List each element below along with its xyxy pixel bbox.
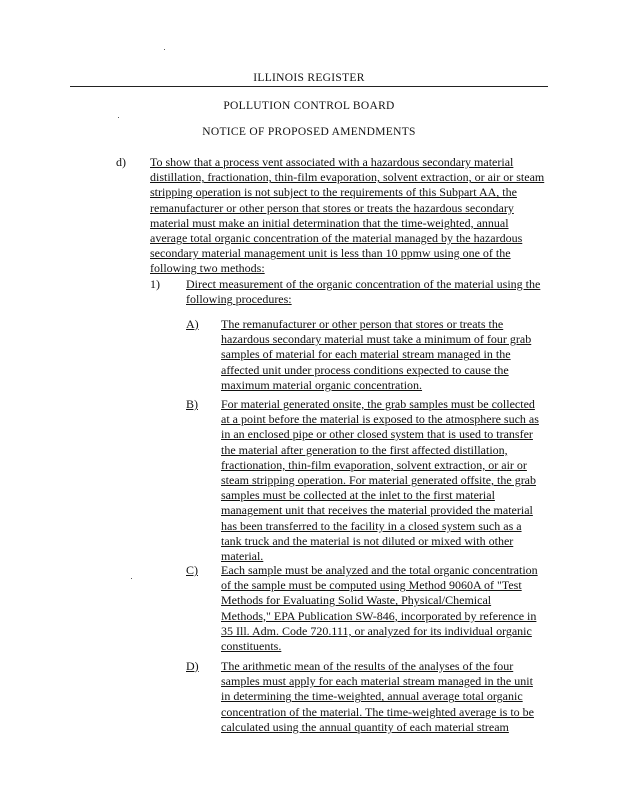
scan-speck: [118, 117, 119, 118]
item-b-text: For material generated onsite, the grab samples must be collected at a point before the material is exposed to the atmosphere such as in an enclosed pipe or other closed system that is used to transfer the material after generation to the first affected distillation, fractionation, thin-film evaporation, solvent extraction, or air or steam stripping operation. For material generated offsite, the grab samples must be collected at the inlet to the first material management unit that receives the material provided the material has been transferred to the facility in a closed system such as a tank truck and the material is not diluted or mixed with other material.: [221, 397, 539, 564]
register-title: ILLINOIS REGISTER: [253, 72, 365, 84]
item-a-text: The remanufacturer or other person that stores or treats the hazardous secondary material must take a minimum of four grab samples of material for each material stream managed in the affected unit under process conditions expected to cause the maximum material organic concentration.: [221, 317, 532, 392]
scan-speck: [164, 49, 165, 50]
item-1-text: Direct measurement of the organic concentration of the material using the following procedures:: [186, 277, 541, 307]
item-d-text: The arithmetic mean of the results of the analyses of the four samples must apply for each material stream managed in the unit in determining the time-weighted, annual average total organic concentration of the material. The time-weighted average is to be calculated using the annual quantity of each material stream: [221, 659, 534, 734]
notice-title: NOTICE OF PROPOSED AMENDMENTS: [202, 126, 416, 138]
item-c-text: Each sample must be analyzed and the total organic concentration of the sample must be computed using Method 9060A of "Test Methods for Evaluating Solid Waste, Physical/Chemical Methods," EPA Publication SW-846, incorporated by reference in 35 Ill. Adm. Code 720.111, or analyzed for its individual organic constituents.: [221, 563, 538, 654]
item-1-label: 1): [150, 277, 160, 291]
section-d-text: To show that a process vent associated with a hazardous secondary material distillation, fractionation, thin-film evaporation, solvent extraction, or air or steam stripping operation is not subject to the requirements of this Subpart AA, the remanufacturer or other person that stores or treats the hazardous secondary material must make an initial determination that the time-weighted, annual average total organic concentration of the material managed by the hazardous secondary material management unit is less than 10 ppmw using one of the following two methods:: [150, 155, 545, 276]
header-rule: [70, 86, 548, 87]
section-d-label: d): [116, 155, 126, 169]
scan-speck: [131, 578, 132, 579]
item-c-label: C): [186, 563, 198, 577]
item-b-label: B): [186, 397, 198, 411]
board-title: POLLUTION CONTROL BOARD: [223, 100, 395, 112]
item-a-label: A): [186, 317, 199, 331]
item-d-label: D): [186, 659, 199, 673]
